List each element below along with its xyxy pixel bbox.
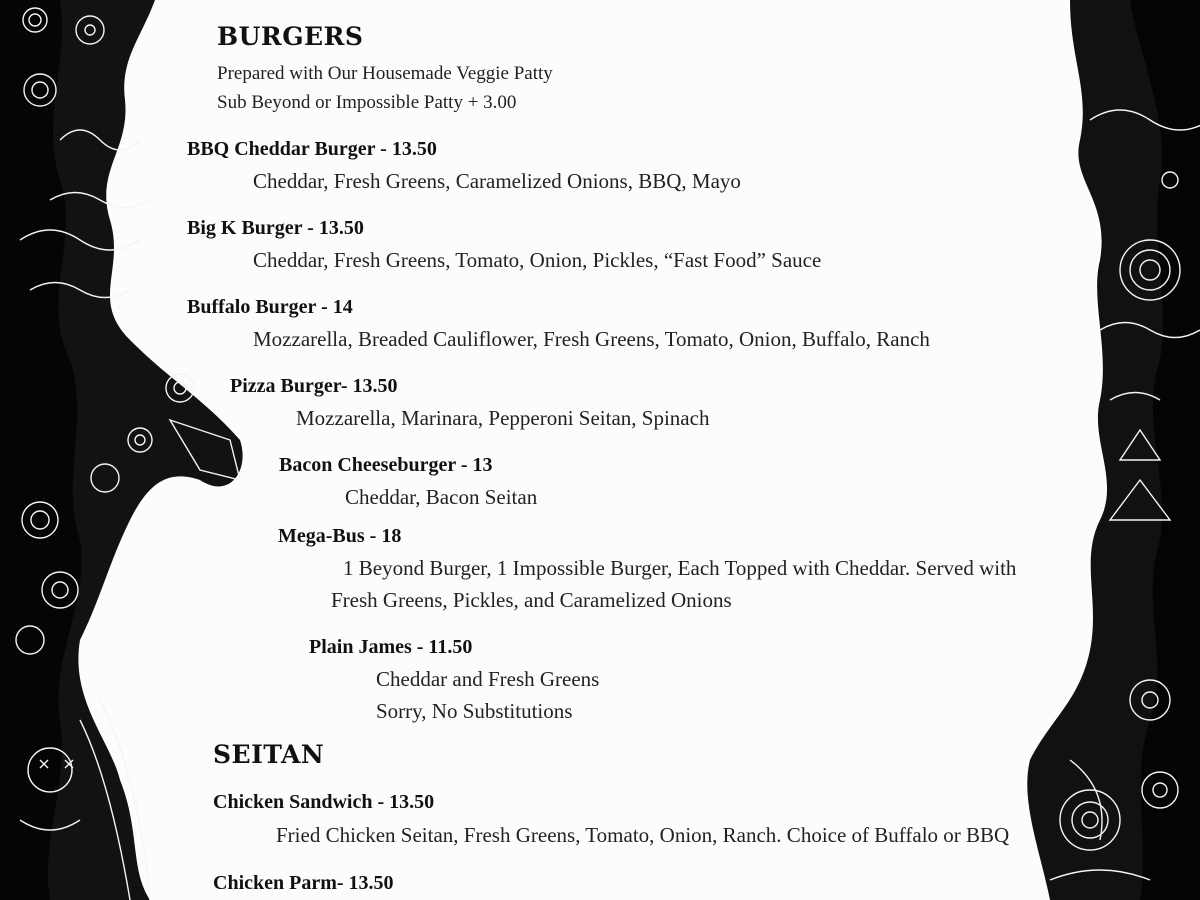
section-note: Sub Beyond or Impossible Patty + 3.00	[217, 92, 517, 113]
menu-item-name: Chicken Sandwich - 13.50	[213, 791, 435, 813]
menu-item-desc: Mozzarella, Marinara, Pepperoni Seitan, Spinach	[296, 406, 710, 430]
menu-item-desc: Fresh Greens, Pickles, and Caramelized Onions	[331, 588, 732, 612]
section-title-seitan: SEITAN	[213, 740, 325, 769]
menu-item-desc: Mozzarella, Breaded Cauliflower, Fresh Greens, Tomato, Onion, Buffalo, Ranch	[253, 327, 930, 351]
menu-item-desc: Sorry, No Substitutions	[376, 699, 573, 723]
menu-item-name: Bacon Cheeseburger - 13	[279, 454, 493, 476]
menu-item-desc: Fried Chicken Seitan, Fresh Greens, Tomato, Onion, Ranch. Choice of Buffalo or BBQ	[276, 823, 1010, 847]
menu-item-desc: Cheddar and Fresh Greens	[376, 667, 600, 691]
menu-item-name: Big K Burger - 13.50	[187, 217, 364, 239]
menu-item-name: BBQ Cheddar Burger - 13.50	[187, 138, 437, 160]
menu-item-name: Plain James - 11.50	[309, 636, 473, 658]
menu-item-name: Pizza Burger- 13.50	[230, 375, 398, 397]
menu-item-desc: Cheddar, Bacon Seitan	[345, 485, 538, 509]
menu-item-name: Mega-Bus - 18	[278, 525, 402, 547]
section-note: Prepared with Our Housemade Veggie Patty	[217, 63, 553, 84]
menu-item-name: Chicken Parm- 13.50	[213, 872, 394, 894]
section-title-burgers: BURGERS	[217, 22, 364, 51]
menu-item-name: Buffalo Burger - 14	[187, 296, 353, 318]
menu-item-desc: Cheddar, Fresh Greens, Caramelized Onions, BBQ, Mayo	[253, 169, 741, 193]
menu-item-desc: 1 Beyond Burger, 1 Impossible Burger, Each Topped with Cheddar. Served with	[343, 556, 1017, 580]
menu-item-desc: Cheddar, Fresh Greens, Tomato, Onion, Pickles, “Fast Food” Sauce	[253, 248, 822, 272]
